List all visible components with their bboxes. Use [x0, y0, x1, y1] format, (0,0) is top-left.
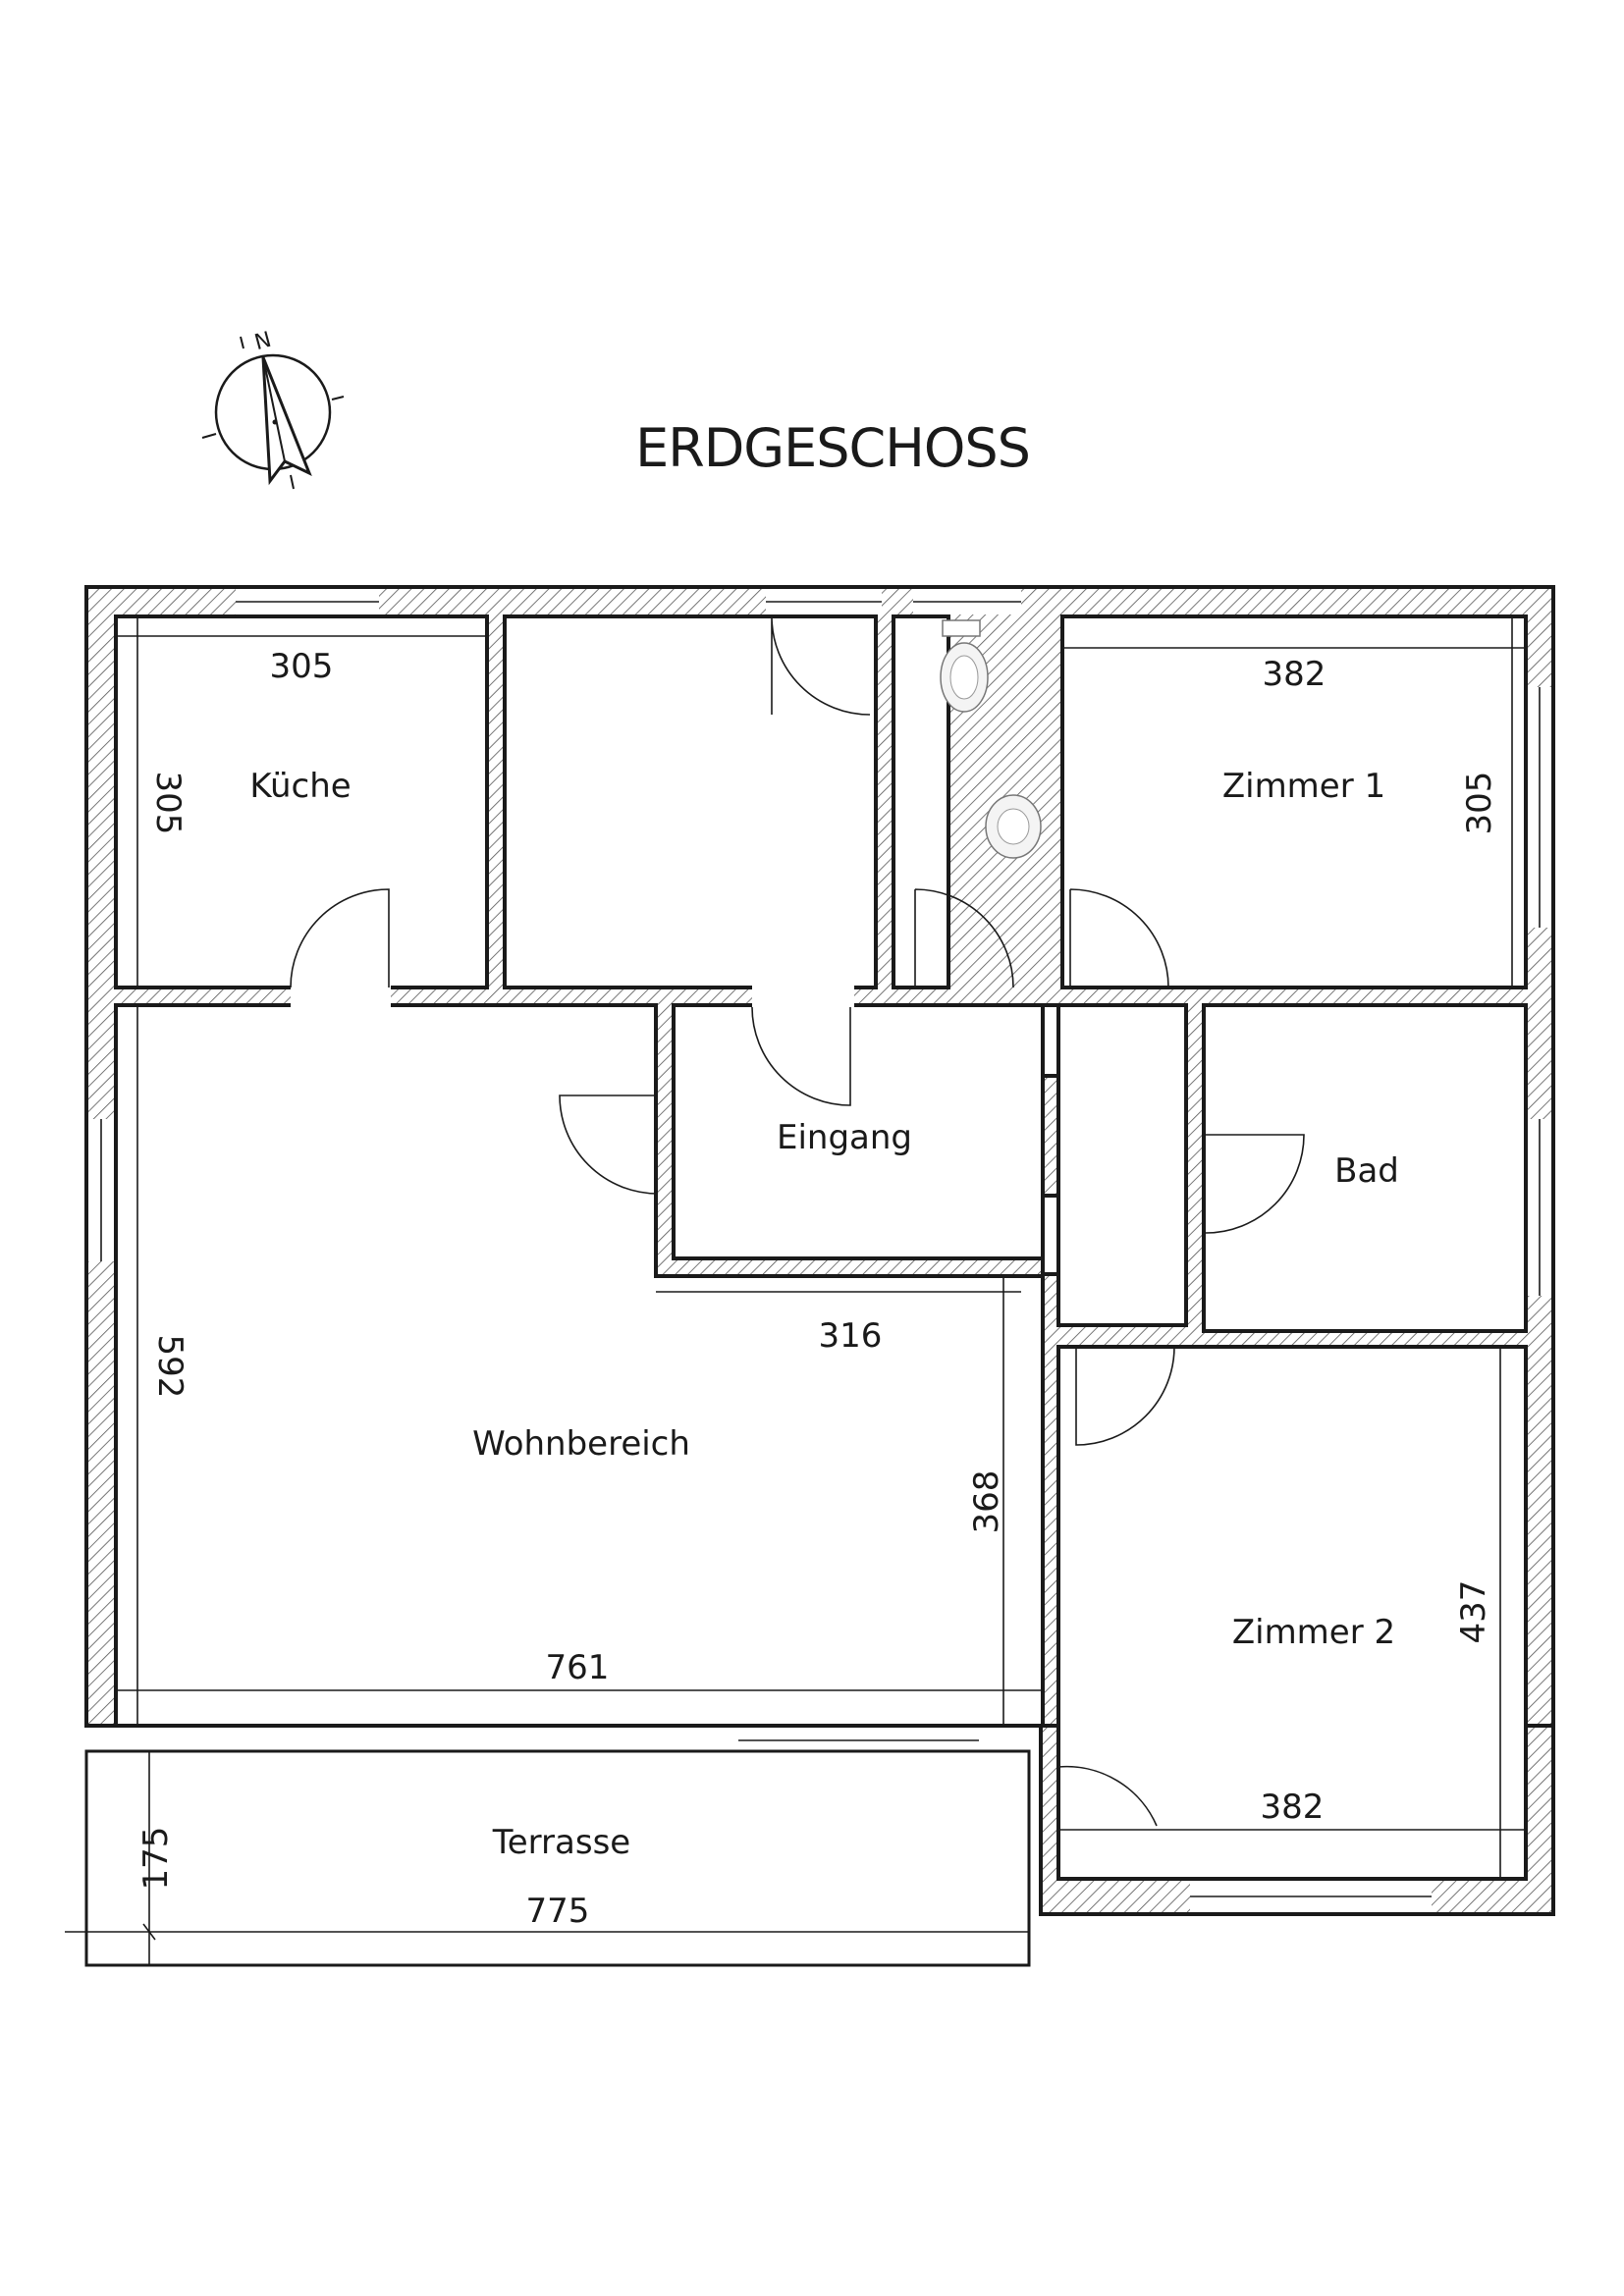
dim-zimmer1-depth: 305	[1460, 771, 1499, 835]
dim-wohnbereich-inner-width: 316	[818, 1316, 883, 1356]
room-label-zimmer2: Zimmer 2	[1231, 1613, 1396, 1652]
north-arrow-icon	[202, 328, 344, 489]
dim-wohnbereich-depth: 592	[150, 1334, 189, 1399]
dim-kueche-width: 305	[269, 647, 334, 686]
room-label-terrasse: Terrasse	[492, 1823, 631, 1862]
room-label-zimmer1: Zimmer 1	[1221, 767, 1386, 806]
dim-wohnbereich-inner-depth: 368	[967, 1469, 1006, 1534]
dim-terrasse-depth: 175	[136, 1826, 176, 1891]
room-label-wohnbereich: Wohnbereich	[472, 1424, 690, 1464]
page-title: ERDGESCHOSS	[635, 417, 1030, 479]
washbasin-icon	[986, 795, 1041, 858]
room-label-kueche: Küche	[249, 767, 352, 806]
dim-zimmer1-width: 382	[1262, 655, 1326, 694]
north-label: N	[251, 327, 275, 356]
dim-wohnbereich-width: 761	[545, 1648, 610, 1687]
room-label-bad: Bad	[1334, 1151, 1399, 1191]
room-label-eingang: Eingang	[776, 1118, 913, 1157]
dim-kueche-depth: 305	[148, 771, 188, 835]
dim-zimmer2-width: 382	[1260, 1788, 1325, 1827]
dim-zimmer2-depth: 437	[1454, 1579, 1493, 1644]
dim-terrasse-width: 775	[525, 1892, 590, 1931]
